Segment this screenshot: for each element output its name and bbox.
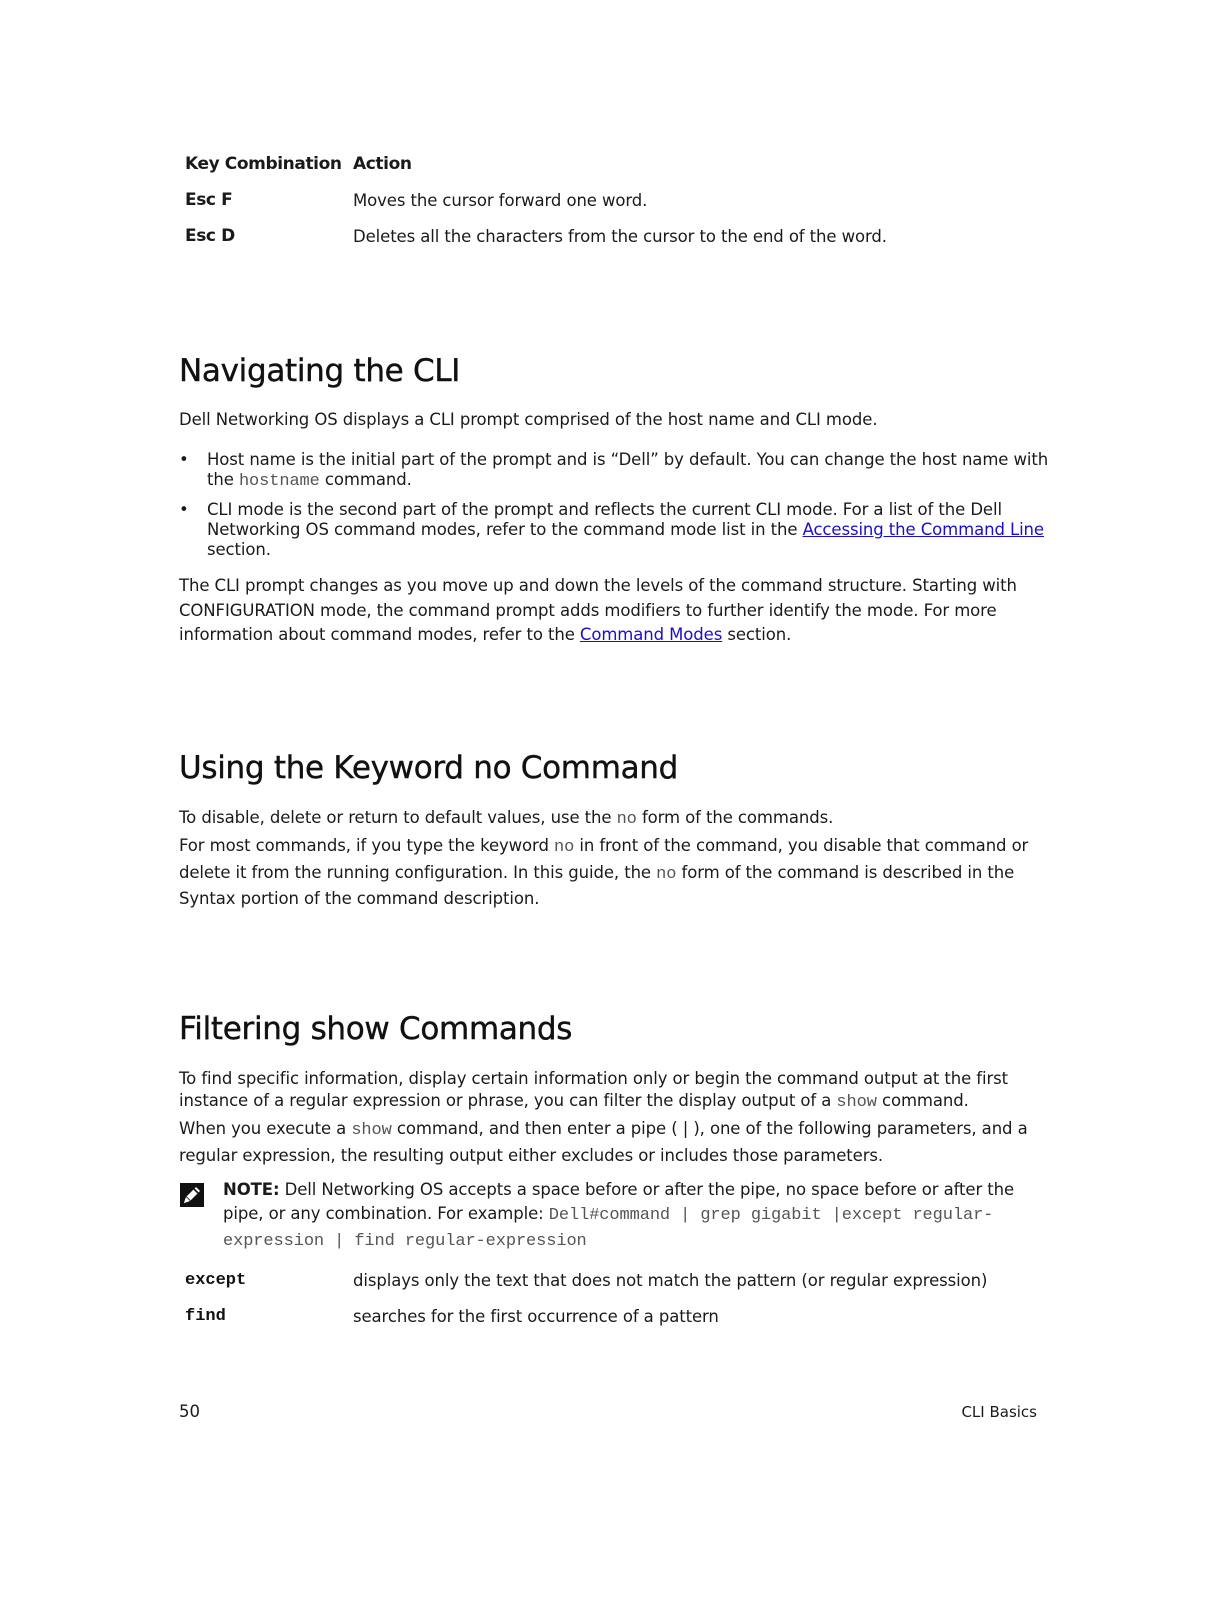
- key-cell: Esc F: [185, 190, 233, 210]
- list-item: [179, 500, 1049, 560]
- code-show: show: [351, 1121, 392, 1140]
- header-key-combination: Key Combination: [185, 154, 342, 174]
- code-example: Dell#command | grep gigabit |except regular-expression | find regular-expression: [223, 1206, 994, 1251]
- code-hostname: hostname: [238, 472, 320, 491]
- key-combination-table: [185, 146, 1045, 254]
- section-title-keyword-no: Using the Keyword no Command: [179, 750, 679, 786]
- param-find: find: [185, 1306, 226, 1326]
- note-pencil-icon: [179, 1178, 223, 1254]
- bullet-icon: •: [179, 500, 189, 519]
- bullet-text: Host name is the initial part of the prompt and is “Dell” by default. You can change the host name with the: [207, 450, 1049, 489]
- list-item: [179, 450, 1049, 492]
- paragraph-text: section.: [722, 625, 792, 644]
- filter-paragraph-1: [179, 1068, 1049, 1114]
- code-show: show: [836, 1093, 877, 1112]
- paragraph-text: command, and then enter a pipe ( | ), one of the following parameters, and a regular expression, the resulting output either excludes or includes those parameters.: [179, 1119, 1028, 1165]
- paragraph-text: form of the commands.: [636, 808, 834, 827]
- bullet-text: section.: [207, 540, 271, 559]
- nav-intro: Dell Networking OS displays a CLI prompt comprised of the host name and CLI mode.: [179, 410, 878, 429]
- section-title-navigating: Navigating the CLI: [179, 353, 461, 389]
- key-cell: Esc D: [185, 226, 235, 246]
- table-row: [185, 1262, 1045, 1298]
- note-label: NOTE:: [223, 1180, 280, 1199]
- action-cell: Deletes all the characters from the cursor to the end of the word.: [353, 226, 887, 246]
- code-no: no: [656, 864, 677, 884]
- keyword-paragraph-1: [179, 806, 1049, 833]
- table-row: [185, 1298, 1045, 1334]
- table-row: [185, 182, 1045, 218]
- link-accessing-command-line[interactable]: Accessing the Command Line: [802, 520, 1044, 539]
- link-command-modes[interactable]: Command Modes: [579, 625, 723, 644]
- bullet-icon: •: [179, 450, 189, 469]
- parameter-table: [185, 1262, 1045, 1334]
- paragraph-text: form of the command is described in the Syntax portion of the command description.: [179, 862, 1015, 908]
- param-description: displays only the text that does not match the pattern (or regular expression): [353, 1270, 988, 1290]
- table-header-row: [185, 146, 1045, 182]
- page-number: 50: [179, 1402, 200, 1421]
- paragraph-text: When you execute a: [179, 1119, 352, 1138]
- nav-paragraph: [179, 574, 1049, 648]
- note-text: [223, 1178, 1049, 1254]
- table-row: [185, 218, 1045, 254]
- nav-bullet-list: [179, 450, 1049, 568]
- action-cell: Moves the cursor forward one word.: [353, 190, 648, 210]
- filter-paragraph-2: [179, 1117, 1049, 1168]
- paragraph-text: in front of the command, you disable that command or delete it from the running configuration. In this guide, the: [179, 836, 1029, 882]
- section-title-filtering: Filtering show Commands: [179, 1011, 573, 1047]
- note-box: [179, 1178, 1049, 1254]
- paragraph-text: command.: [876, 1091, 969, 1110]
- paragraph-text: To find specific information, display certain information only or begin the command output at the first instance of a regular expression or phrase, you can filter the display output of a: [179, 1069, 1009, 1110]
- bullet-text: CLI mode is the second part of the prompt and reflects the current CLI mode. For a list of the Dell Networking OS command modes, refer to the command mode list in the: [207, 500, 1002, 539]
- keyword-paragraph-2: [179, 834, 1049, 912]
- footer-section-name: CLI Basics: [961, 1403, 1037, 1421]
- param-except: except: [185, 1270, 247, 1290]
- code-no: no: [616, 810, 637, 829]
- note-body: Dell Networking OS accepts a space before or after the pipe, no space before or after the pipe, or any combination. For example:: [223, 1180, 1015, 1223]
- paragraph-text: For most commands, if you type the keyword: [179, 836, 554, 855]
- paragraph-text: To disable, delete or return to default values, use the: [179, 808, 617, 827]
- paragraph-text: The CLI prompt changes as you move up and down the levels of the command structure. Starting with CONFIGURATION mode, the command prompt adds modifiers to further identify the mode. For more information about command modes, refer to the: [179, 576, 1017, 644]
- code-no: no: [553, 838, 575, 857]
- bullet-text: command.: [319, 470, 412, 489]
- header-action: Action: [353, 154, 412, 174]
- param-description: searches for the first occurrence of a pattern: [353, 1306, 719, 1326]
